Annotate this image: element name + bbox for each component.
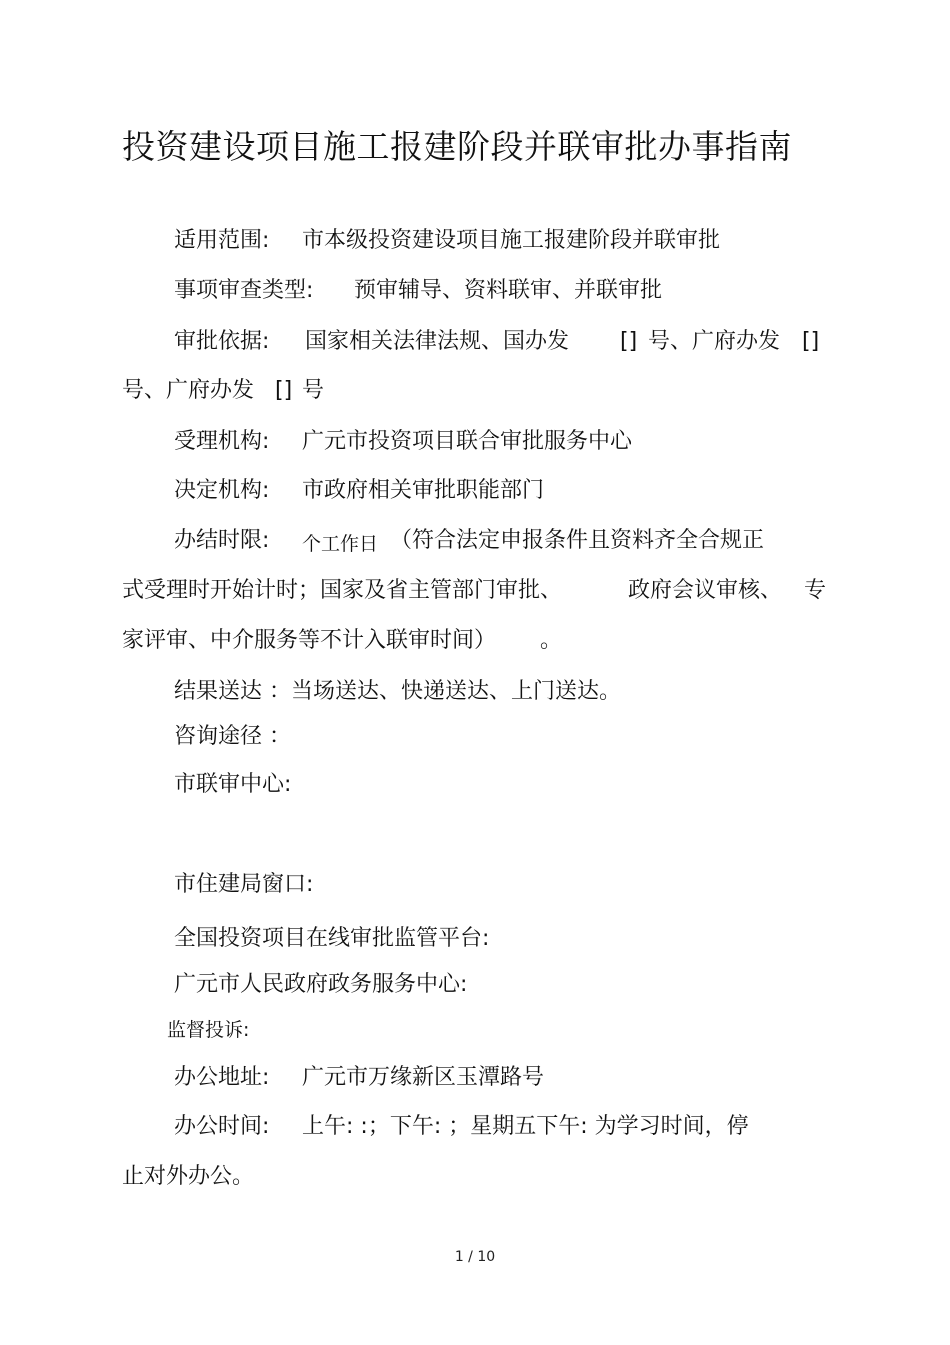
deciding-agency-label: 决定机构:	[174, 478, 270, 503]
hours-value: 上午: :；下午: ；星期五下午: 为学习时间，停	[302, 1114, 749, 1139]
review-type-line	[0, 276, 950, 306]
time-limit-line-1	[0, 526, 950, 556]
housing-window-line	[0, 870, 950, 900]
hours-line-2	[0, 1162, 950, 1192]
hours-line2: 止对外办公。	[122, 1164, 255, 1189]
review-type-value: 预审辅导、资料联审、并联审批	[354, 278, 663, 303]
time-limit-line3-part2: 。	[540, 628, 563, 653]
basis-bracket-1: []	[620, 329, 638, 354]
document-title: 投资建设项目施工报建阶段并联审批办事指南	[122, 127, 792, 166]
gov-center-line	[0, 970, 950, 1000]
scope-line	[0, 226, 950, 256]
basis-bracket-3: []	[275, 378, 293, 403]
consult-label: 咨询途径 ：	[174, 724, 291, 749]
address-label: 办公地址:	[174, 1065, 270, 1090]
basis-bracket-2: []	[802, 329, 820, 354]
basis-line2-part1: 号、广府办发	[122, 378, 255, 403]
consult-center: 市联审中心:	[174, 772, 292, 797]
basis-value-part1: 国家相关法律法规、国办发	[305, 329, 570, 354]
delivery-text: 结果送达 ：当场送达、快递送达、上门送达。	[174, 679, 621, 704]
complaint-line	[0, 1015, 950, 1045]
time-limit-note: （符合法定申报条件且资料齐全合规正	[390, 528, 765, 553]
time-limit-line-2	[0, 576, 950, 606]
delivery-line	[0, 677, 950, 707]
basis-label: 审批依据:	[174, 329, 270, 354]
time-limit-label: 办结时限:	[174, 528, 270, 553]
time-limit-unit: 个工作日	[302, 533, 379, 555]
gov-center: 广元市人民政府政务服务中心:	[174, 972, 468, 997]
deciding-agency-line	[0, 476, 950, 506]
time-limit-line2-part1: 式受理时开始计时；国家及省主管部门审批、	[122, 578, 563, 603]
consult-center-line	[0, 770, 950, 800]
accepting-agency-label: 受理机构:	[174, 429, 270, 454]
national-platform: 全国投资项目在线审批监管平台:	[174, 926, 490, 951]
scope-value: 市本级投资建设项目施工报建阶段并联审批	[302, 228, 721, 253]
hours-label: 办公时间:	[174, 1114, 270, 1139]
basis-line2-part2: 号	[302, 378, 325, 403]
time-limit-line-3	[0, 626, 950, 656]
page-number: 1 / 10	[454, 1249, 496, 1265]
accepting-agency-value: 广元市投资项目联合审批服务中心	[302, 429, 633, 454]
hours-line-1	[0, 1112, 950, 1142]
time-limit-line2-part2: 政府会议审核、	[628, 578, 783, 603]
deciding-agency-value: 市政府相关审批职能部门	[302, 478, 545, 503]
accepting-agency-line	[0, 427, 950, 457]
consult-line	[0, 722, 950, 752]
time-limit-line2-part3: 专	[804, 578, 827, 603]
basis-line-2	[0, 376, 950, 406]
national-platform-line	[0, 924, 950, 954]
basis-value-part2: 号、广府办发	[648, 329, 781, 354]
time-limit-line3-part1: 家评审、中介服务等不计入联审时间）	[122, 628, 497, 653]
scope-label: 适用范围:	[174, 228, 270, 253]
housing-window: 市住建局窗口:	[174, 872, 314, 897]
basis-line-1	[0, 327, 950, 357]
address-value: 广元市万缘新区玉潭路号	[302, 1065, 545, 1090]
complaint-label: 监督投诉:	[167, 1019, 250, 1041]
address-line	[0, 1063, 950, 1093]
review-type-label: 事项审查类型:	[174, 278, 314, 303]
